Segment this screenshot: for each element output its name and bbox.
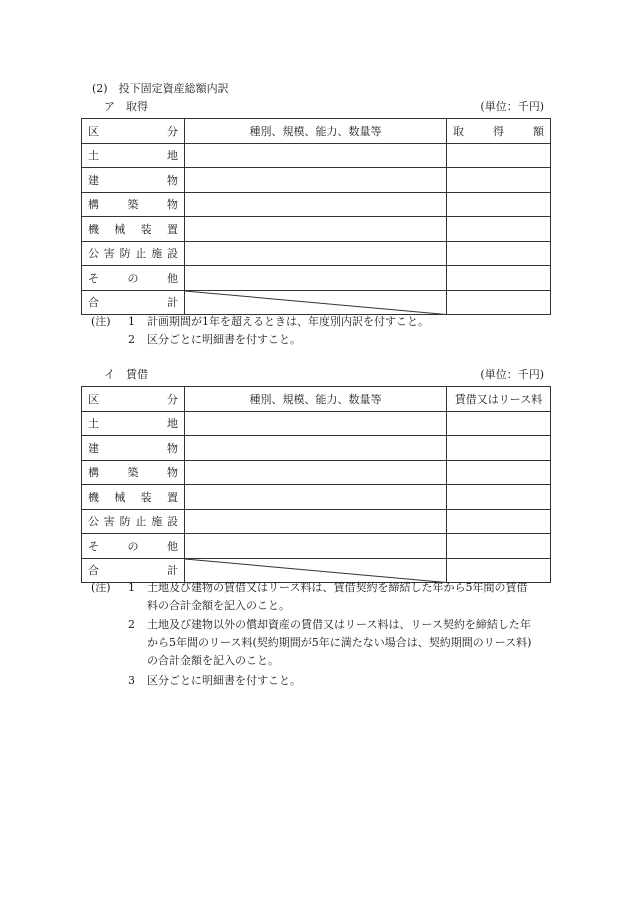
row-amount-cell[interactable] [447,290,551,315]
row-category-char: 装 [140,222,152,236]
diagonal-strike [185,291,446,315]
table-row [82,143,551,168]
table-row [82,558,551,583]
lease-table [81,386,551,583]
header-category [82,119,185,144]
row-details-cell[interactable] [185,241,447,266]
row-details-cell[interactable] [185,143,447,168]
row-category-char: 公 [88,247,99,261]
table-row [82,168,551,193]
note-text: 土地及び建物以外の償却資産の賃借又はリース料は、リース契約を締結した年 [147,618,531,631]
table-row [82,192,551,217]
row-details-cell[interactable] [185,217,447,242]
header-amount: 賃借又はリース料 [447,387,551,412]
section-title: (2) 投下固定資産総額内訳 [92,82,229,95]
row-amount-cell[interactable] [447,266,551,291]
row-category-char: 物 [167,198,178,212]
row-details-cell[interactable] [185,534,447,559]
note-number: 2 [128,333,135,346]
row-category [82,509,185,534]
row-category [82,241,185,266]
row-category-char: そ [88,539,99,553]
row-category [82,485,185,510]
row-category [82,460,185,485]
row-amount-cell[interactable] [447,460,551,485]
row-category-char: そ [88,271,99,285]
row-category-char: 置 [166,490,178,504]
row-category-char: 地 [167,417,178,431]
row-amount-cell[interactable] [447,485,551,510]
lease-unit: (単位：千円) [480,368,544,381]
note-number: 3 [128,674,135,687]
row-category [82,168,185,193]
row-category-char: 物 [167,466,178,480]
row-category-char: 合 [88,564,99,578]
row-category-char: 築 [127,198,139,212]
row-category [82,558,185,583]
row-category-char: 械 [114,490,126,504]
row-category-char: 合 [88,296,99,310]
header-category [82,387,185,412]
note-tag: (注) [91,315,111,328]
row-category-char: 械 [114,222,126,236]
row-amount-cell[interactable] [447,436,551,461]
note-number: 2 [128,618,135,631]
table-row [82,460,551,485]
row-category-char: 構 [88,198,99,212]
row-details-cell[interactable] [185,436,447,461]
row-category-char: 設 [166,247,178,261]
table-row [82,411,551,436]
table-header-row [82,119,551,144]
row-category [82,143,185,168]
row-category [82,266,185,291]
row-amount-cell[interactable] [447,534,551,559]
table-row [82,241,551,266]
row-category-char: 計 [167,564,178,578]
row-category-char: 土 [88,417,99,431]
row-details-cell[interactable] [185,266,447,291]
table-row [82,436,551,461]
row-amount-cell[interactable] [447,168,551,193]
table-row [82,217,551,242]
row-category-char: 計 [167,296,178,310]
note-text: 土地及び建物の賃借又はリース料は、賃借契約を締結した年から5年間の賃借 [147,581,528,594]
header-category-char: 区 [88,124,99,138]
row-amount-cell[interactable] [447,143,551,168]
table-row [82,290,551,315]
row-category-char: 害 [103,247,115,261]
note-text: 区分ごとに明細書を付すこと。 [147,333,301,346]
row-category-char: 地 [167,149,178,163]
row-category-char: 装 [140,490,152,504]
row-category [82,290,185,315]
row-category-char: の [127,271,139,285]
table-header-row [82,387,551,412]
header-amount [447,119,551,144]
note-text: 区分ごとに明細書を付すこと。 [147,674,301,687]
row-category-char: 施 [151,515,163,529]
table-row [82,485,551,510]
note-text: の合計金額を記入のこと。 [147,654,279,667]
row-category-char: 公 [88,515,99,529]
row-category-char: 害 [103,515,115,529]
row-category-char: 他 [167,539,178,553]
row-category-char: 防 [119,247,131,261]
row-category-char: 構 [88,466,99,480]
header-amount-char: 取 [453,124,464,138]
header-amount-char: 額 [533,124,544,138]
acquisition-table [81,118,551,315]
note-number: 1 [128,315,135,328]
row-category-char: の [127,539,139,553]
table-row [82,266,551,291]
row-category [82,436,185,461]
table-row [82,509,551,534]
row-category [82,217,185,242]
row-amount-cell[interactable] [447,217,551,242]
header-category-char: 分 [167,392,178,406]
row-details-cell [185,558,447,583]
row-category-char: 置 [166,222,178,236]
row-category-char: 施 [151,247,163,261]
row-category [82,192,185,217]
row-category-char: 機 [88,222,99,236]
row-amount-cell[interactable] [447,558,551,583]
row-category-char: 他 [167,271,178,285]
row-category-char: 土 [88,149,99,163]
header-category-char: 区 [88,392,99,406]
lease-subtitle: イ 賃借 [104,368,148,381]
row-category-char: 物 [167,173,178,187]
row-amount-cell[interactable] [447,192,551,217]
row-category-char: 防 [119,515,131,529]
row-category-char: 止 [135,247,147,261]
note-text: から5年間のリース料(契約期間が5年に満たない場合は、契約期間のリース料) [147,636,532,649]
row-amount-cell[interactable] [447,411,551,436]
row-category-char: 機 [88,490,99,504]
note-tag: (注) [91,581,111,594]
row-details-cell[interactable] [185,168,447,193]
diagonal-strike [185,559,446,583]
table-row [82,534,551,559]
row-category-char: 建 [88,441,99,455]
header-details: 種別、規模、能力、数量等 [185,119,447,144]
note-text: 計画期間が1年を超えるときは、年度別内訳を付すこと。 [147,315,429,328]
header-category-char: 分 [167,124,178,138]
row-details-cell[interactable] [185,460,447,485]
row-details-cell[interactable] [185,485,447,510]
acquisition-unit: (単位：千円) [480,100,544,113]
row-category-char: 止 [135,515,147,529]
row-category [82,411,185,436]
row-details-cell[interactable] [185,411,447,436]
row-amount-cell[interactable] [447,241,551,266]
note-text: 料の合計金額を記入のこと。 [147,599,290,612]
header-amount-char: 得 [493,124,504,138]
note-number: 1 [128,581,135,594]
row-category-char: 物 [167,441,178,455]
row-category-char: 築 [127,466,139,480]
row-category-char: 建 [88,173,99,187]
row-details-cell [185,290,447,315]
row-category-char: 設 [166,515,178,529]
acquisition-subtitle: ア 取得 [104,100,148,113]
row-details-cell[interactable] [185,509,447,534]
row-amount-cell[interactable] [447,509,551,534]
row-details-cell[interactable] [185,192,447,217]
header-details: 種別、規模、能力、数量等 [185,387,447,412]
row-category [82,534,185,559]
